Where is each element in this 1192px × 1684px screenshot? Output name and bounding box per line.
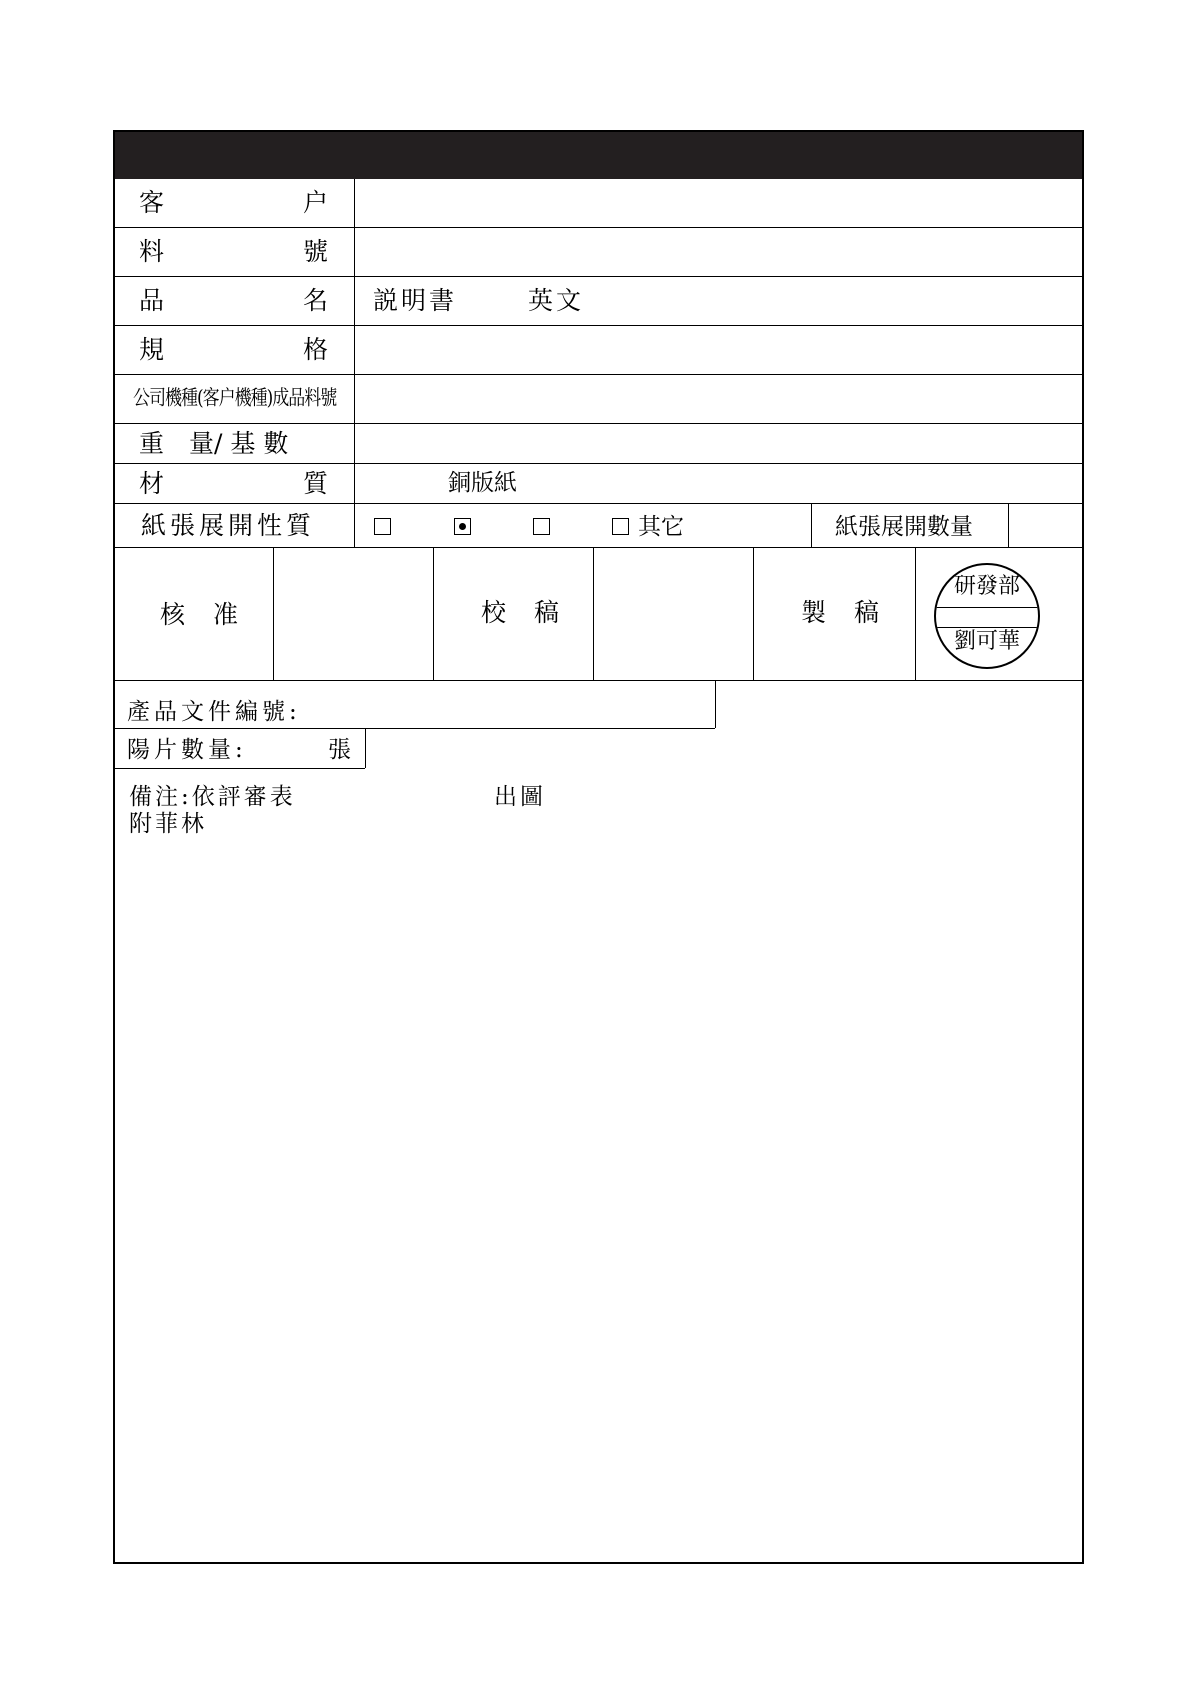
label-column-divider [354,179,355,547]
row-divider [115,680,1082,681]
cell-divider [1008,503,1009,547]
fold-option-other-label: 其它 [638,514,684,540]
material-label-right: 質 [303,469,329,498]
spec-label-right: 格 [303,335,329,364]
cell-divider [593,547,594,680]
film-count-label: 陽片數量: [127,737,247,763]
row-divider [115,463,1082,464]
cell-divider [715,680,716,728]
row-divider [115,503,1082,504]
fold-option-other-checkbox[interactable] [612,518,629,535]
product-name-value: 説明書 [373,286,458,315]
notes-line-2: 附菲林 [129,811,207,837]
cell-divider [433,547,434,680]
spec-label-left: 規 [139,335,165,364]
product-name-label-right: 名 [303,286,329,315]
notes-line-1-right: 出圖 [494,784,546,810]
row-divider [115,325,1082,326]
spec-form [113,130,1084,1564]
approve-label: 核 准 [160,600,248,629]
product-name-label-left: 品 [139,286,165,315]
product-language-value: 英文 [528,286,585,315]
cell-divider [811,503,812,547]
part-no-label-left: 料 [139,237,165,266]
cell-divider [915,547,916,680]
row-divider [115,728,715,729]
customer-label-right: 户 [303,188,329,217]
stamp-name-text: 劉可華 [953,629,1020,654]
customer-label-left: 客 [139,188,165,217]
row-divider [115,227,1082,228]
row-divider [115,423,1082,424]
stamp-divider [936,607,1038,608]
paper-fold-count-label: 紙張展開數量 [835,514,973,540]
notes-line-1: 備注:依評審表 [129,784,296,810]
row-divider [115,768,365,769]
fold-option-checkbox[interactable] [374,518,391,535]
draft-label: 製 稿 [801,598,889,627]
row-divider [115,276,1082,277]
form-header-bar [115,132,1082,179]
row-divider [115,547,1082,548]
material-value: 銅版紙 [448,470,517,496]
part-no-label-right: 號 [303,237,329,266]
cell-divider [273,547,274,680]
cell-divider [365,728,366,768]
weight-label: 重 量/ 基 數 [139,429,289,458]
fold-option-checkbox[interactable] [533,518,550,535]
film-count-unit: 張 [328,737,351,763]
row-divider [115,374,1082,375]
stamp-divider [936,627,1038,628]
doc-number-label: 產品文件編號: [127,699,301,725]
department-stamp [934,563,1040,669]
cell-divider [753,547,754,680]
model-label: 公司機種(客户機種)成品料號 [133,386,337,411]
material-label-left: 材 [139,469,165,498]
stamp-department-text: 研發部 [953,574,1020,599]
review-label: 校 稿 [481,598,569,627]
fold-option-checkbox-selected[interactable] [454,518,471,535]
paper-fold-label: 紙張展開性質 [141,511,316,540]
